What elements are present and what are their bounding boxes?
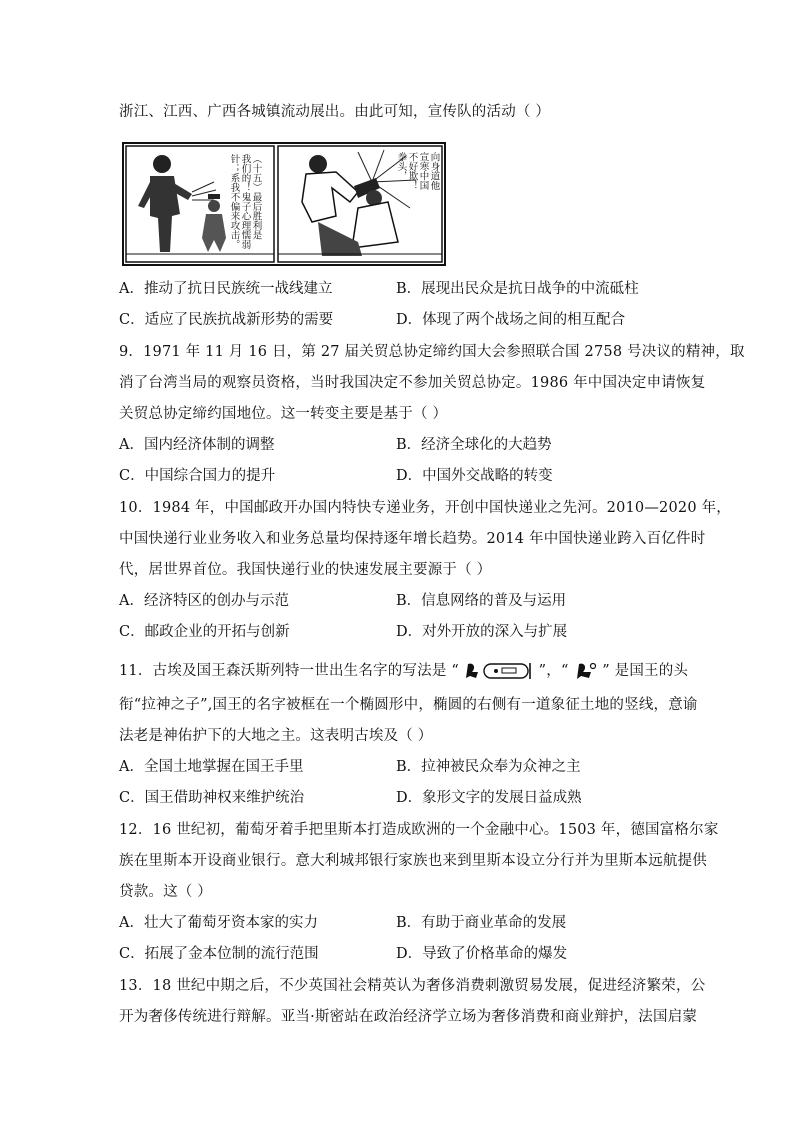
q10-option-a: A．经济特区的创办与示范 [119, 593, 289, 609]
q13-stem-line-1: 13．18 世纪中期之后，不少英国社会精英认为奢侈消费刺激贸易发展，促进经济繁荣，公 [119, 978, 706, 994]
q12-option-c: C．拓展了金本位制的流行范围 [119, 946, 319, 962]
q9-option-a: A．国内经济体制的调整 [119, 437, 275, 453]
q10-option-b: B．信息网络的普及与运用 [396, 593, 567, 609]
svg-text:拳头，: 拳头， [395, 152, 407, 181]
q8-option-d: D．体现了两个战场之间的相互配合 [396, 312, 626, 328]
svg-text:不好欺！: 不好欺！ [406, 152, 418, 190]
q11-stem-part-2: 是国王的头 [614, 663, 689, 679]
q12-option-b: B．有助于商业革命的发展 [396, 915, 567, 931]
q11-stem-line-1: 11．古埃及国王森沃斯列特一世出生名字的写法是 “ ”，“ ” 是国王的头 [119, 660, 688, 682]
left-cartoon-caption [229, 153, 263, 249]
q8-option-c: C．适应了民族抗战新形势的需要 [119, 312, 334, 328]
q10-option-c: C．邮政企业的开拓与创新 [119, 624, 290, 640]
q11-option-c: C．国王借助神权来维护统治 [119, 790, 305, 806]
hieroglyph-cartouche-icon [464, 660, 534, 682]
q9-option-d: D．中国外交战略的转变 [396, 468, 553, 484]
q9-stem-line-3: 关贸总协定缔约国地位。这一转变主要是基于（ ） [119, 406, 448, 422]
q9-option-c: C．中国综合国力的提升 [119, 468, 276, 484]
q11-option-b: B．拉神被民众奉为众神之主 [396, 759, 581, 775]
svg-text:（十五）最后胜利是: （十五）最后胜利是 [250, 154, 262, 240]
q12-option-d: D．导致了价格革命的爆发 [396, 946, 568, 962]
q9-option-b: B．经济全球化的大趋势 [396, 437, 552, 453]
q9-stem-line-2: 消了台湾当局的观察员资格，当时我国决定不参加关贸总协定。1986 年中国决定申请恢复 [119, 375, 706, 391]
hieroglyph-bird-icon [573, 660, 597, 682]
q10-stem-line-2: 中国快递行业业务收入和业务总量均保持逐年增长趋势。2014 年中国快递业跨入百亿件时 [119, 531, 706, 547]
q12-option-a: A．壮大了葡萄牙资本家的实力 [119, 915, 318, 931]
q11-option-d: D．象形文字的发展日益成熟 [396, 790, 582, 806]
svg-text:针；系我不偏来攻击。: 针；系我不偏来攻击。 [228, 154, 240, 249]
q11-option-a: A．全国土地掌握在国王手里 [119, 759, 304, 775]
q8-stem-tail: 浙江、江西、广西各城镇流动展出。由此可知，宣传队的活动（ ） [119, 104, 551, 120]
q8-option-a: A．推动了抗日民族统一战线建立 [119, 281, 333, 297]
svg-text:宣寒中国: 宣寒中国 [417, 152, 429, 190]
propaganda-cartoon-image [122, 142, 446, 266]
q9-stem-line-1: 9．1971 年 11 月 16 日，第 27 届关贸总协定缔约国大会参照联合国 2758 号决议的精神，取 [119, 344, 745, 360]
q12-stem-line-2: 族在里斯本开设商业银行。意大利城邦银行家族也来到里斯本设立分行并为里斯本远航提供 [119, 853, 707, 869]
q13-stem-line-2: 开为奢侈传统进行辩解。亚当·斯密站在政治经济学立场为奢侈消费和商业辩护，法国启蒙 [119, 1009, 698, 1025]
q11-stem-line-2: 衔“拉神之子”,国王的名字被框在一个椭圆形中，椭圆的右侧有一道象征土地的竖线，意谕 [119, 697, 698, 713]
q10-stem-line-3: 代，居世界首位。我国快递行业的快速发展主要源于（ ） [119, 562, 492, 578]
svg-text:向身道他: 向身道他 [428, 152, 440, 190]
q12-stem-line-1: 12．16 世纪初，葡萄牙着手把里斯本打造成欧洲的一个金融中心。1503 年，德国富格尔家 [119, 822, 719, 838]
q10-stem-line-1: 10．1984 年，中国邮政开办国内特快专递业务，开创中国快递业之先河。2010—2020 年， [119, 500, 731, 516]
q8-option-b: B．展现出民众是抗日战争的中流砥柱 [396, 281, 639, 297]
q12-stem-line-3: 贷款。这（ ） [119, 884, 213, 900]
q11-stem-part-1: 11．古埃及国王森沃斯列特一世出生名字的写法是 [119, 663, 447, 679]
q10-option-d: D．对外开放的深入与扩展 [396, 624, 568, 640]
svg-text:我们的！鬼子心理懦弱: 我们的！鬼子心理懦弱 [239, 154, 251, 249]
q11-stem-line-3: 法老是神佑护下的大地之主。这表明古埃及（ ） [119, 728, 433, 744]
